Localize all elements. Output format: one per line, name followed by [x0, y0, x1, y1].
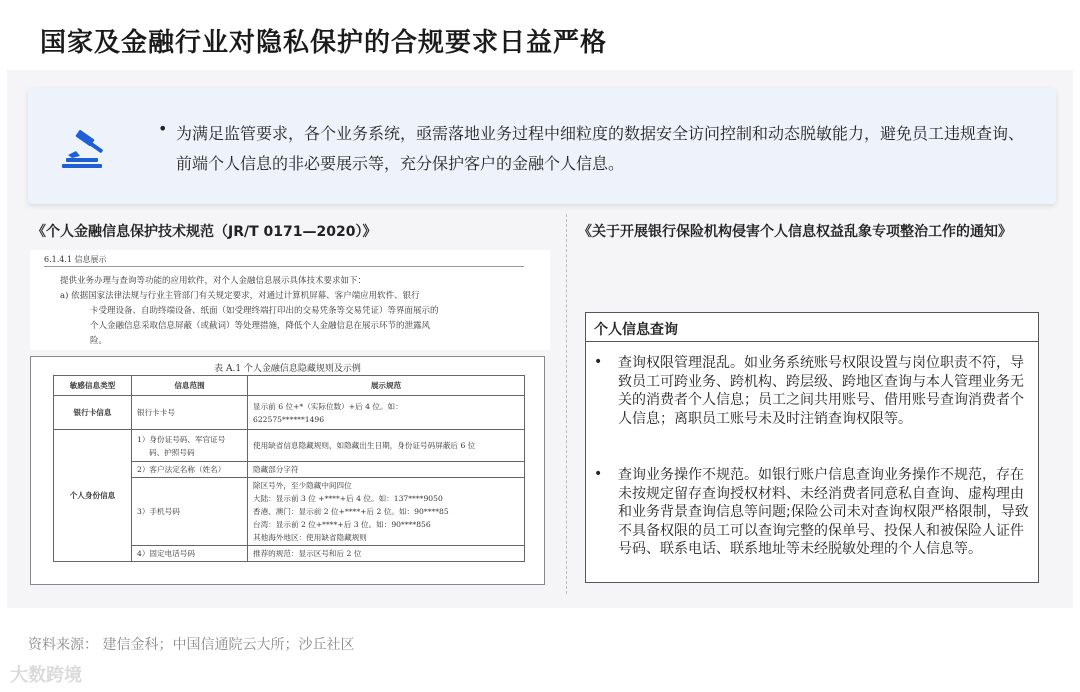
gavel-icon	[62, 130, 110, 170]
excerpt-line: 提供业务办理与查询等功能的应用软件，对个人金融信息展示具体技术要求如下：	[60, 276, 367, 286]
table-header: 敏感信息类型	[54, 376, 132, 396]
masking-rules-table	[53, 375, 525, 562]
rule-line: 622575******1496	[253, 414, 325, 424]
rule-line: 台湾：显示前 2 位+****+后 3 位。如：90****856	[253, 520, 431, 529]
excerpt-rule	[44, 266, 524, 267]
rule-line: 显示前 6 位+*（实际位数）+后 4 位。如：	[253, 401, 403, 411]
banner-bullet: •	[158, 119, 168, 138]
table-header: 信息范围	[132, 376, 248, 396]
table-cell-type: 个人身份信息	[54, 430, 132, 562]
table-cell-range: 银行卡卡号	[132, 396, 248, 430]
column-divider	[566, 214, 567, 594]
banner-text: 为满足监管要求，各个业务系统，亟需落地业务过程中细粒度的数据安全访问控制和动态脱敏能力，避免员工违规查询、前端个人信息的非必要展示等，充分保护客户的金融个人信息。	[176, 124, 1025, 173]
masking-rules-table-figure	[30, 356, 545, 585]
regulation-excerpt	[30, 250, 550, 350]
rule-line: 香港、澳门：显示前 2 位+****+后 2 位。如：90****85	[253, 507, 449, 516]
table-cell-range	[132, 430, 248, 462]
table-header: 展示规范	[248, 376, 525, 396]
table-cell-rule: 使用缺省信息隐藏规则，如隐藏出生日期，身份证号码屏蔽后 6 位	[248, 430, 525, 462]
table-cell-range: 4）固定电话号码	[132, 546, 248, 562]
source-note: 资料来源： 建信金科；中国信通院云大所；沙丘社区	[28, 637, 355, 653]
box-rule	[586, 341, 1038, 342]
table-cell-rule	[248, 478, 525, 546]
excerpt-line: 险。	[90, 336, 108, 346]
table-cell-range: 2）客户法定名称（姓名）	[132, 462, 248, 478]
excerpt-line: 卡受理设备、自助终端设备、纸面（如受理终端打印出的交易凭条等交易凭证）等界面展示的	[90, 306, 439, 316]
table-header-row	[54, 376, 525, 396]
table-cell-rule	[248, 396, 525, 430]
table-caption: 表 A.1 个人金融信息隐藏规则及示例	[214, 364, 361, 374]
rule-line: 其他海外地区：使用缺省隐藏规则	[253, 533, 367, 542]
table-cell-range: 3）手机号码	[132, 478, 248, 546]
bullet-dot: •	[594, 354, 603, 370]
left-section-title: 《个人金融信息保护技术规范（JR/T 0171—2020）》	[32, 224, 377, 240]
excerpt-line: a) 依据国家法律法规与行业主管部门有关规定要求，对通过计算机屏幕、客户端应用软件、银行	[60, 291, 420, 301]
table-cell-rule: 推荐的规范：显示区号和后 2 位	[248, 546, 525, 562]
excerpt-line: 个人金融信息采取信息屏蔽（或截词）等处理措施，降低个人金融信息在展示环节的泄露风	[90, 321, 431, 331]
range-line: 1）身份证号码、军官证号	[137, 434, 226, 444]
list-item-text: 查询业务操作不规范。如银行账户信息查询业务操作不规范，存在未按规定留存查询授权材料、未经消费者同意私自查询、虚构理由和业务背景查询信息等问题;保险公司未对查询权限严格限制，导致不具备权限的员工可以查询完整的保单号、投保人和被保险人证件号码、联系电话、联系地址等未经脱敏处理的个人信息等。	[618, 467, 1029, 557]
box-title: 个人信息查询	[594, 322, 678, 338]
rule-line: 除区号外，至少隐藏中间四位	[253, 481, 352, 490]
rule-line: 大陆：显示前 3 位 +****+后 4 位。如：137****9050	[253, 494, 443, 503]
personal-info-query-box	[585, 312, 1039, 583]
excerpt-heading: 6.1.4.1 信息展示	[44, 255, 107, 264]
table-cell-type: 银行卡信息	[54, 396, 132, 430]
right-section-title: 《关于开展银行保险机构侵害个人信息权益乱象专项整治工作的通知》	[578, 224, 1012, 240]
list-item-text: 查询权限管理混乱。如业务系统账号权限设置与岗位职责不符，导致员工可跨业务、跨机构、跨层级、跨地区查询与本人管理业务无关的消费者个人信息；员工之间共用账号、借用账号查询消费者个人信息；离职员工账号未及时注销查询权限等。	[618, 355, 1024, 427]
watermark: 大数跨境	[10, 665, 82, 686]
page-title: 国家及金融行业对隐私保护的合规要求日益严格	[40, 28, 608, 58]
table-row	[54, 430, 525, 462]
bullet-dot: •	[594, 466, 603, 482]
range-line: 码、护照号码	[149, 447, 195, 457]
table-row	[54, 396, 525, 430]
table-cell-rule: 隐藏部分字符	[248, 462, 525, 478]
